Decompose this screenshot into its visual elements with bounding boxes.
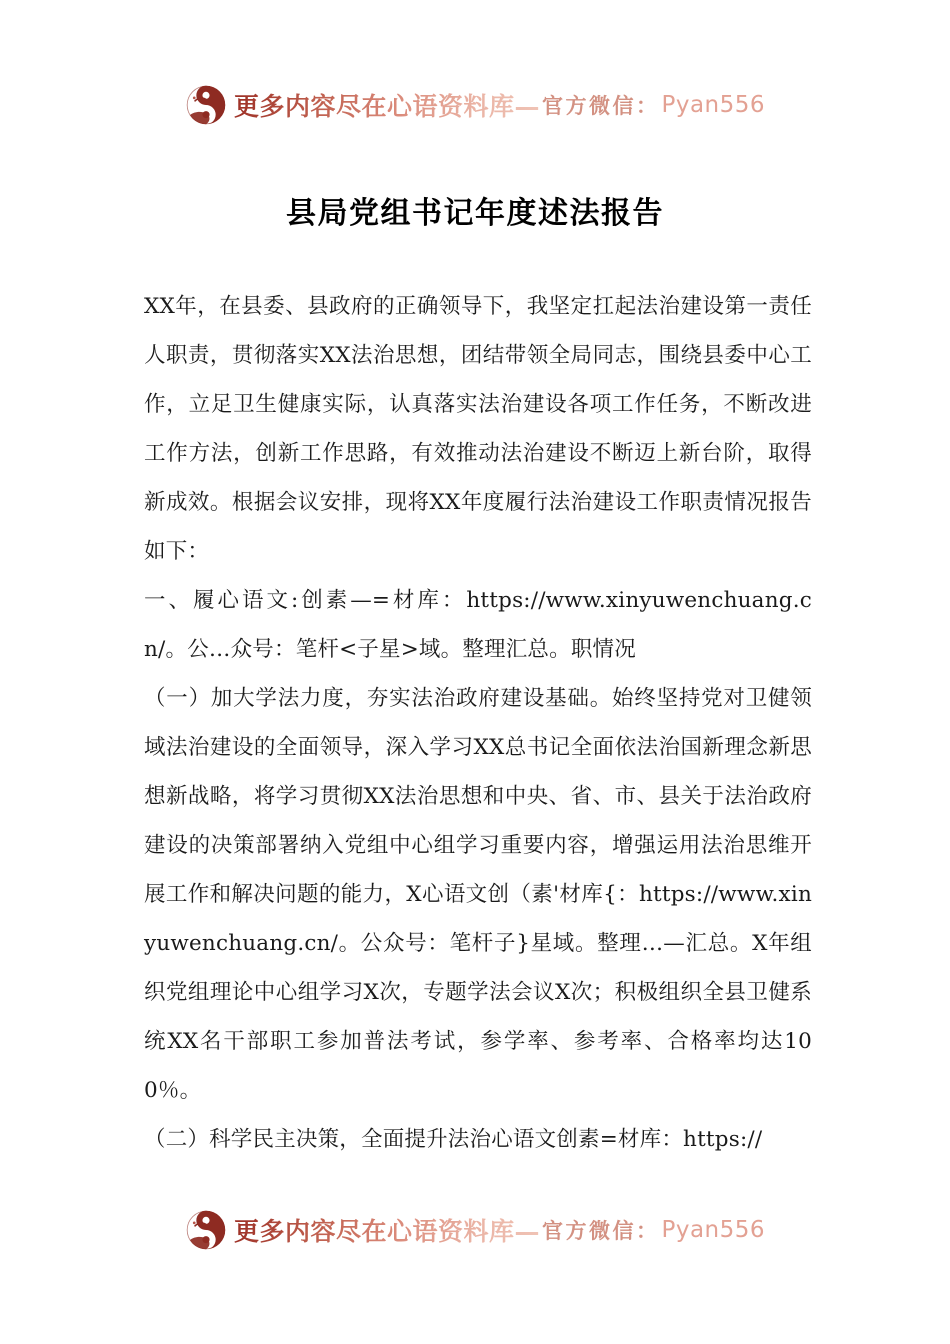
watermark-main-text: 更多内容尽在心语资料库— [234, 1212, 540, 1248]
watermark-main-text: 更多内容尽在心语资料库— [234, 87, 540, 123]
paragraph-item-2: （二）科学民主决策，全面提升法治心语文创素=材库：https:// [144, 1127, 763, 1152]
watermark-wechat-label: 官方微信： [541, 93, 660, 118]
watermark-wechat-id: Pyan556 [661, 1217, 766, 1243]
paragraph-item-1: （一）加大学法力度，夯实法治政府建设基础。始终坚持党对卫健领域法治建设的全面领导，深入学习XX总书记全面依法治国新理念新思想新战略，将学习贯彻XX法治思想和中央、省、市、县关于法治政府建设的决策部署纳入党组中心组学习重要内容，增强运用法治思维开展工作和解决问题的能力，X心语文创（素'材库{：https://www.xinyuwenchuang.cn/。公众号：笔杆子}星域。整理…—汇总。X年组织党组理论中心组学习X次，专题学法会议X次；积极组织全县卫健系统XX名干部职工参加普法考试，参学率、参考率、合格率均达100％。 [144, 686, 812, 1103]
watermark-banner-top [0, 84, 950, 126]
watermark-wechat-label: 官方微信： [541, 1218, 660, 1243]
page-title: 县局党组书记年度述法报告 [286, 196, 664, 232]
circular-swirl-logo-icon [185, 1209, 227, 1251]
watermark-banner-bottom [0, 1209, 950, 1251]
paragraph-section-one-heading: 一、履心语文:创素—=材库：https://www.xinyuwenchuang.cn/。公…众号：笔杆<子星>域。整理汇总。职情况 [144, 588, 812, 662]
circular-swirl-logo-icon [185, 84, 227, 126]
paragraph-intro: XX年，在县委、县政府的正确领导下，我坚定扛起法治建设第一责任人职责，贯彻落实XX法治思想，团结带领全局同志，围绕县委中心工作，立足卫生健康实际，认真落实法治建设各项工作任务，不断改进工作方法，创新工作思路，有效推动法治建设不断迈上新台阶，取得新成效。根据会议安排，现将XX年度履行法治建设工作职责情况报告如下： [144, 294, 812, 564]
document-body [144, 282, 812, 1164]
watermark-wechat-id: Pyan556 [661, 92, 766, 118]
